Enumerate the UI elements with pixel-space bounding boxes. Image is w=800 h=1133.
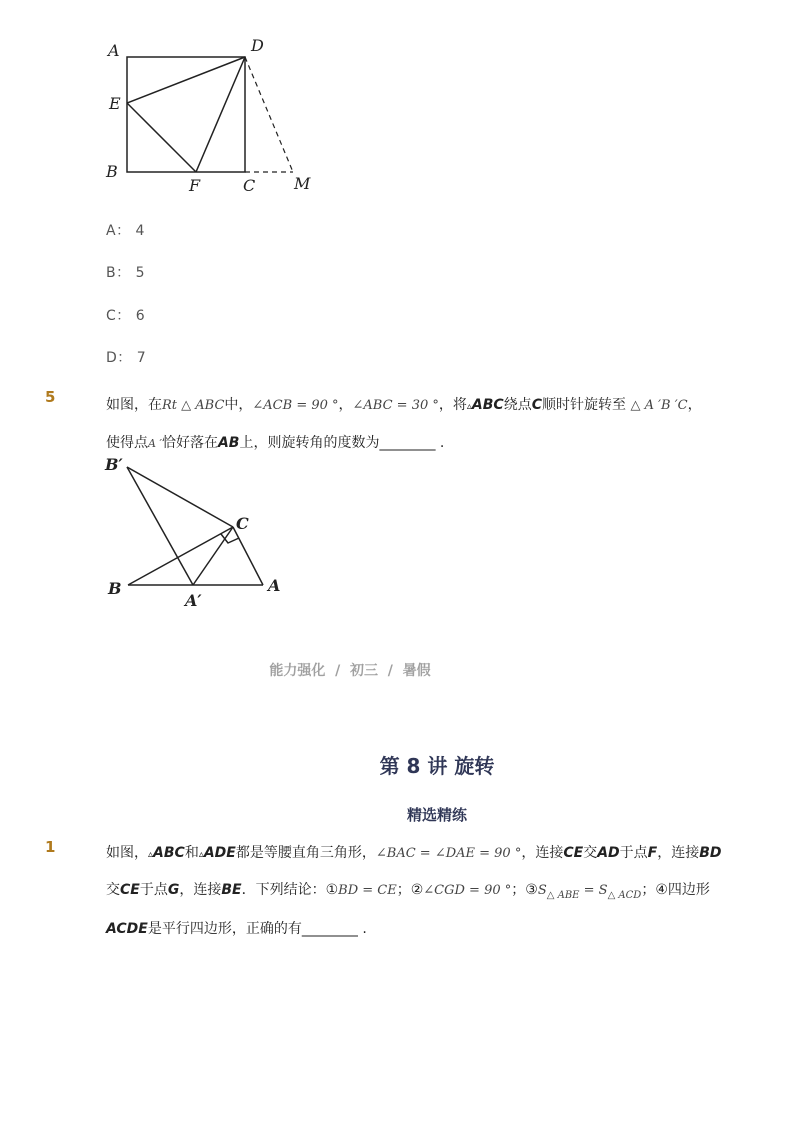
segment-bc <box>128 527 233 585</box>
section-title: 精选精练 <box>406 806 467 824</box>
question-number-1: 1 <box>45 838 56 856</box>
label-a: A <box>108 41 120 60</box>
segment-b1c <box>127 467 233 527</box>
label-f: F <box>189 176 201 195</box>
option-a[interactable]: A： 4 <box>106 223 145 239</box>
label-a-prime: A′ <box>185 591 202 610</box>
label-m: M <box>294 174 311 193</box>
segment-ca <box>233 527 263 585</box>
question-5-line-2: 使得点A ′恰好落在AB上，则旋转角的度数为________ . <box>106 435 445 451</box>
label-d: D <box>251 36 264 55</box>
question-1-line-1: 如图，▵ABC和▵ADE都是等腰直角三角形，∠BAC = ∠DAE = 90 °，连接CE交AD于点F，连接BD <box>106 845 722 861</box>
label-b: B <box>106 162 118 181</box>
label-c2: C <box>236 514 249 533</box>
option-d[interactable]: D： 7 <box>106 350 147 366</box>
label-e: E <box>109 94 121 113</box>
segment-a1c <box>193 527 233 585</box>
rotation-figure <box>100 452 290 612</box>
label-b2: B <box>108 579 122 598</box>
question-1-line-3: ACDE是平行四边形，正确的有________ . <box>106 921 367 937</box>
segment-fd <box>196 57 245 172</box>
option-c[interactable]: C： 6 <box>106 308 146 324</box>
square-figure <box>100 32 320 197</box>
lecture-title: 第 8 讲 旋转 <box>379 754 495 778</box>
segment-ef <box>127 103 196 172</box>
label-a2: A <box>268 576 281 595</box>
question-number-5: 5 <box>45 388 56 406</box>
label-b-prime: B′ <box>105 455 123 474</box>
dashed-dm <box>245 57 293 172</box>
question-1-line-2: 交CE于点G，连接BE．下列结论：①BD = CE；②∠CGD = 90 °；$③S_{\triangle ABE} = S_{\triangle ACD}$；④四边形 <box>106 882 710 901</box>
option-b[interactable]: B： 5 <box>106 265 145 281</box>
label-c: C <box>243 176 256 195</box>
square-abcd <box>127 57 245 172</box>
question-5-line-1: 如图，在Rt △ ABC中，∠ACB = 90 °，∠ABC = 30 °，将▵ABC绕点C顺时针旋转至 △ A ′B ′C， <box>106 397 702 413</box>
segment-ed <box>127 57 245 103</box>
page-footer: 能力强化 / 初三 / 暑假 <box>269 663 431 679</box>
